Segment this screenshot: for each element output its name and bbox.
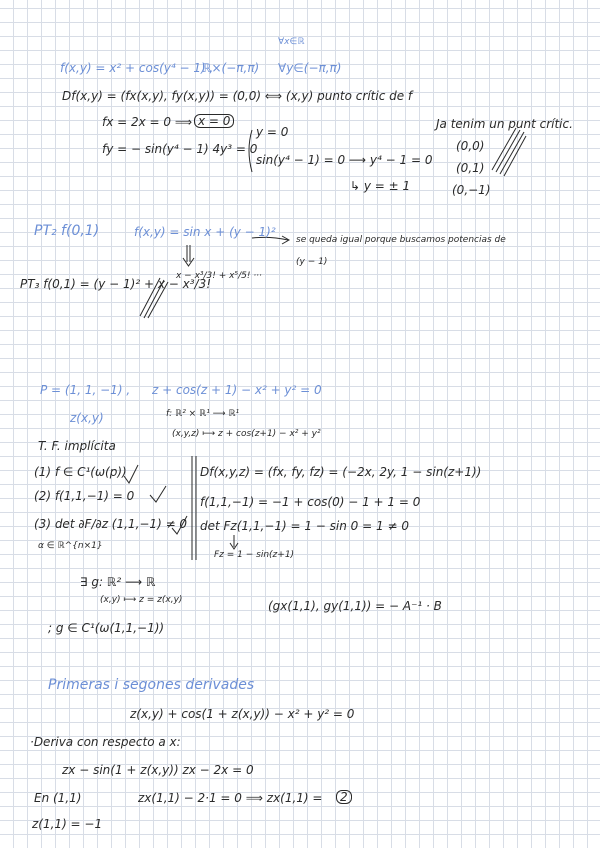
section-title: Primeras i segones derivades [48, 677, 255, 693]
g-class: ; g ∈ C¹(ω(1,1,−1)) [48, 621, 165, 635]
implicit-equation-2: z(x,y) + cos(1 + z(x,y)) − x² + y² = 0 [130, 707, 355, 721]
forall-y: ∀y∈(−π,π) [278, 61, 342, 75]
function-definition: f(x,y) = x² + cos(y⁴ − 1) , [60, 61, 214, 75]
implicit-equation: z + cos(z + 1) − x² + y² = 0 [152, 383, 322, 397]
jacobian-formula: (gx(1,1), gy(1,1)) = − A⁻¹ · B [268, 599, 442, 613]
forall-x: ∀x∈ℝ [278, 37, 305, 47]
case-result: ↳ y = ± 1 [350, 179, 411, 193]
tfi-title: T. F. implícita [38, 439, 116, 453]
evaluation-point: En (1,1) [34, 791, 82, 805]
z-of-xy: z(x,y) [70, 411, 104, 425]
det-evaluation: det Fz(1,1,−1) = 1 − sin 0 = 1 ≠ 0 [200, 519, 409, 533]
condition-2: (2) f(1,1,−1) = 0 [34, 489, 135, 503]
pt2-label: PT₂ f(0,1) [34, 223, 100, 239]
case-y-zero: y = 0 [256, 125, 289, 139]
note-line-1: se queda igual porque buscamos potencias de [296, 235, 506, 245]
f-evaluation: f(1,1,−1) = −1 + cos(0) − 1 + 1 = 0 [200, 495, 421, 509]
gradient-condition: Df(x,y) = (fx(x,y), fy(x,y)) = (0,0) ⟺ (x,y) punto crític de f [62, 89, 413, 103]
domain: ℝ×(−π,π) [202, 61, 260, 75]
map-rule: (x,y,z) ⟼ z + cos(z+1) − x² + y² [172, 429, 321, 439]
critical-point-1: (0,0) [456, 139, 485, 153]
evaluation: zx(1,1) − 2·1 = 0 ⟹ zx(1,1) = [138, 791, 323, 805]
condition-3-sub: α ∈ ℝ^{n×1} [38, 541, 103, 551]
critical-point-2: (0,1) [456, 161, 485, 175]
gradient-f: Df(x,y,z) = (fx, fy, fz) = (−2x, 2y, 1 − sin(z+1)) [200, 465, 482, 479]
critical-point-3: (0,−1) [452, 183, 491, 197]
evaluation-result: 2 [336, 790, 352, 804]
map-definition: f: ℝ² × ℝ¹ ⟶ ℝ¹ [166, 409, 240, 419]
derive-note: ·Deriva con respecto a x: [30, 735, 181, 749]
condition-1: (1) f ∈ C¹(ω(p)) [34, 465, 127, 479]
sin-series: x − x³/3! + x⁵/5! ··· [176, 271, 262, 281]
exists-g: ∃ g: ℝ² ⟶ ℝ [80, 575, 156, 589]
fy-line: fy = − sin(y⁴ − 1) 4y³ = 0 [102, 142, 258, 156]
case-sin: sin(y⁴ − 1) = 0 ⟶ y⁴ − 1 = 0 [256, 153, 433, 167]
fx-result: x = 0 [194, 114, 234, 128]
note-line-2: (y − 1) [296, 257, 328, 267]
derivative-equation: zx − sin(1 + z(x,y)) zx − 2x = 0 [62, 763, 254, 777]
z-value: z(1,1) = −1 [32, 817, 103, 831]
critical-point-note: Ja tenim un punt crític. [436, 117, 573, 131]
point-p: P = (1, 1, −1) , [40, 383, 131, 397]
condition-3: (3) det ∂F/∂z (1,1,−1) ≠ 0 [34, 517, 188, 531]
fz-expression: Fz = 1 − sin(z+1) [214, 550, 295, 560]
taylor-function: f(x,y) = sin x + (y − 1)² [134, 225, 276, 239]
g-rule: (x,y) ⟼ z = z(x,y) [100, 595, 183, 605]
pt3-result: PT₃ f(0,1) = (y − 1)² + x − x³/3! [20, 277, 212, 291]
fx-line: fx = 2x = 0 ⟹ [102, 115, 193, 129]
